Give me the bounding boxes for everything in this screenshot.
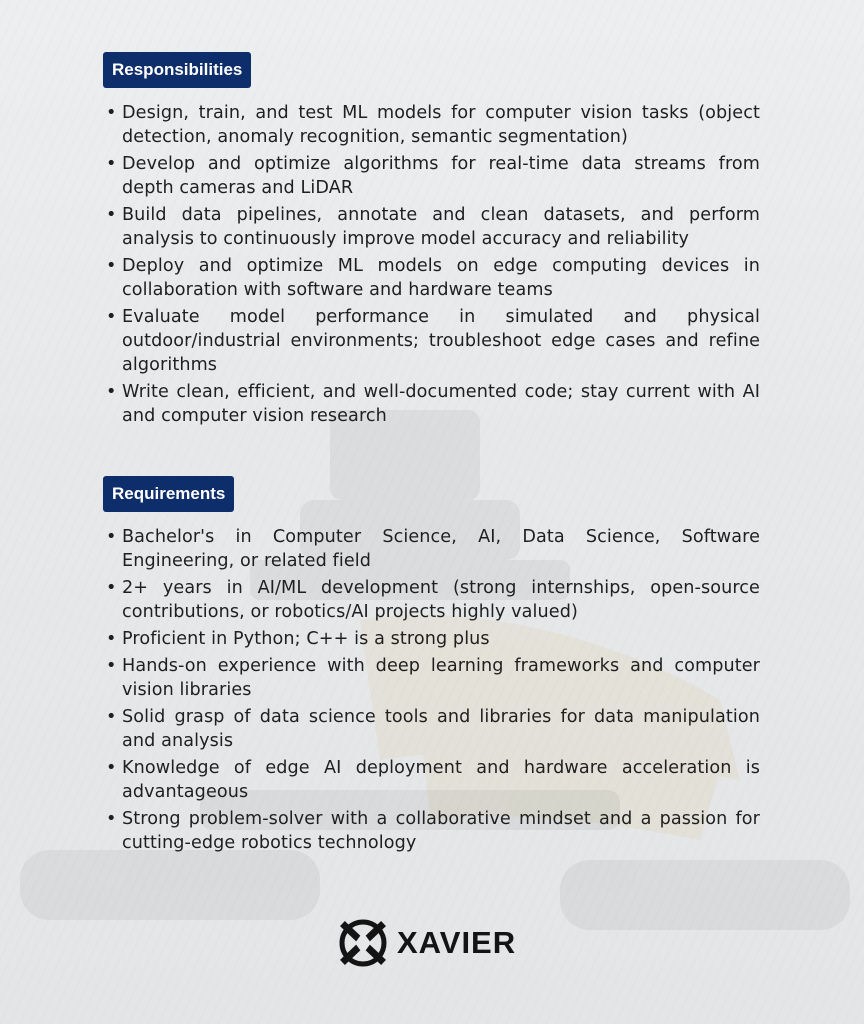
responsibilities-list bbox=[104, 101, 760, 431]
list-item: • Bachelor's in Computer Science, AI, Data Science, Software Engineering, or related field bbox=[104, 525, 760, 573]
requirements-heading: Requirements bbox=[103, 476, 234, 512]
brand-logo bbox=[337, 918, 516, 968]
responsibilities-heading: Responsibilities bbox=[103, 52, 251, 88]
list-item: • Solid grasp of data science tools and libraries for data manipulation and analysis bbox=[104, 705, 760, 753]
list-item: • Proficient in Python; C++ is a strong plus bbox=[104, 627, 760, 651]
requirements-list bbox=[104, 525, 760, 858]
xavier-logo-icon bbox=[337, 918, 389, 968]
list-item: • Develop and optimize algorithms for real-time data streams from depth cameras and LiDAR bbox=[104, 152, 760, 200]
list-item: • Strong problem-solver with a collaborative mindset and a passion for cutting-edge robotics technology bbox=[104, 807, 760, 855]
list-item: • Build data pipelines, annotate and clean datasets, and perform analysis to continuously improve model accuracy and reliability bbox=[104, 203, 760, 251]
list-item: • Evaluate model performance in simulated and physical outdoor/industrial environments; troubleshoot edge cases and refine algorithms bbox=[104, 305, 760, 377]
list-item: • 2+ years in AI/ML development (strong internships, open-source contributions, or robotics/AI projects highly valued) bbox=[104, 576, 760, 624]
list-item: • Design, train, and test ML models for computer vision tasks (object detection, anomaly recognition, semantic segmentation) bbox=[104, 101, 760, 149]
brand-name: XAVIER bbox=[397, 925, 517, 960]
list-item: • Hands-on experience with deep learning frameworks and computer vision libraries bbox=[104, 654, 760, 702]
list-item: • Write clean, efficient, and well-documented code; stay current with AI and computer vision research bbox=[104, 380, 760, 428]
list-item: • Knowledge of edge AI deployment and hardware acceleration is advantageous bbox=[104, 756, 760, 804]
list-item: • Deploy and optimize ML models on edge computing devices in collaboration with software and hardware teams bbox=[104, 254, 760, 302]
